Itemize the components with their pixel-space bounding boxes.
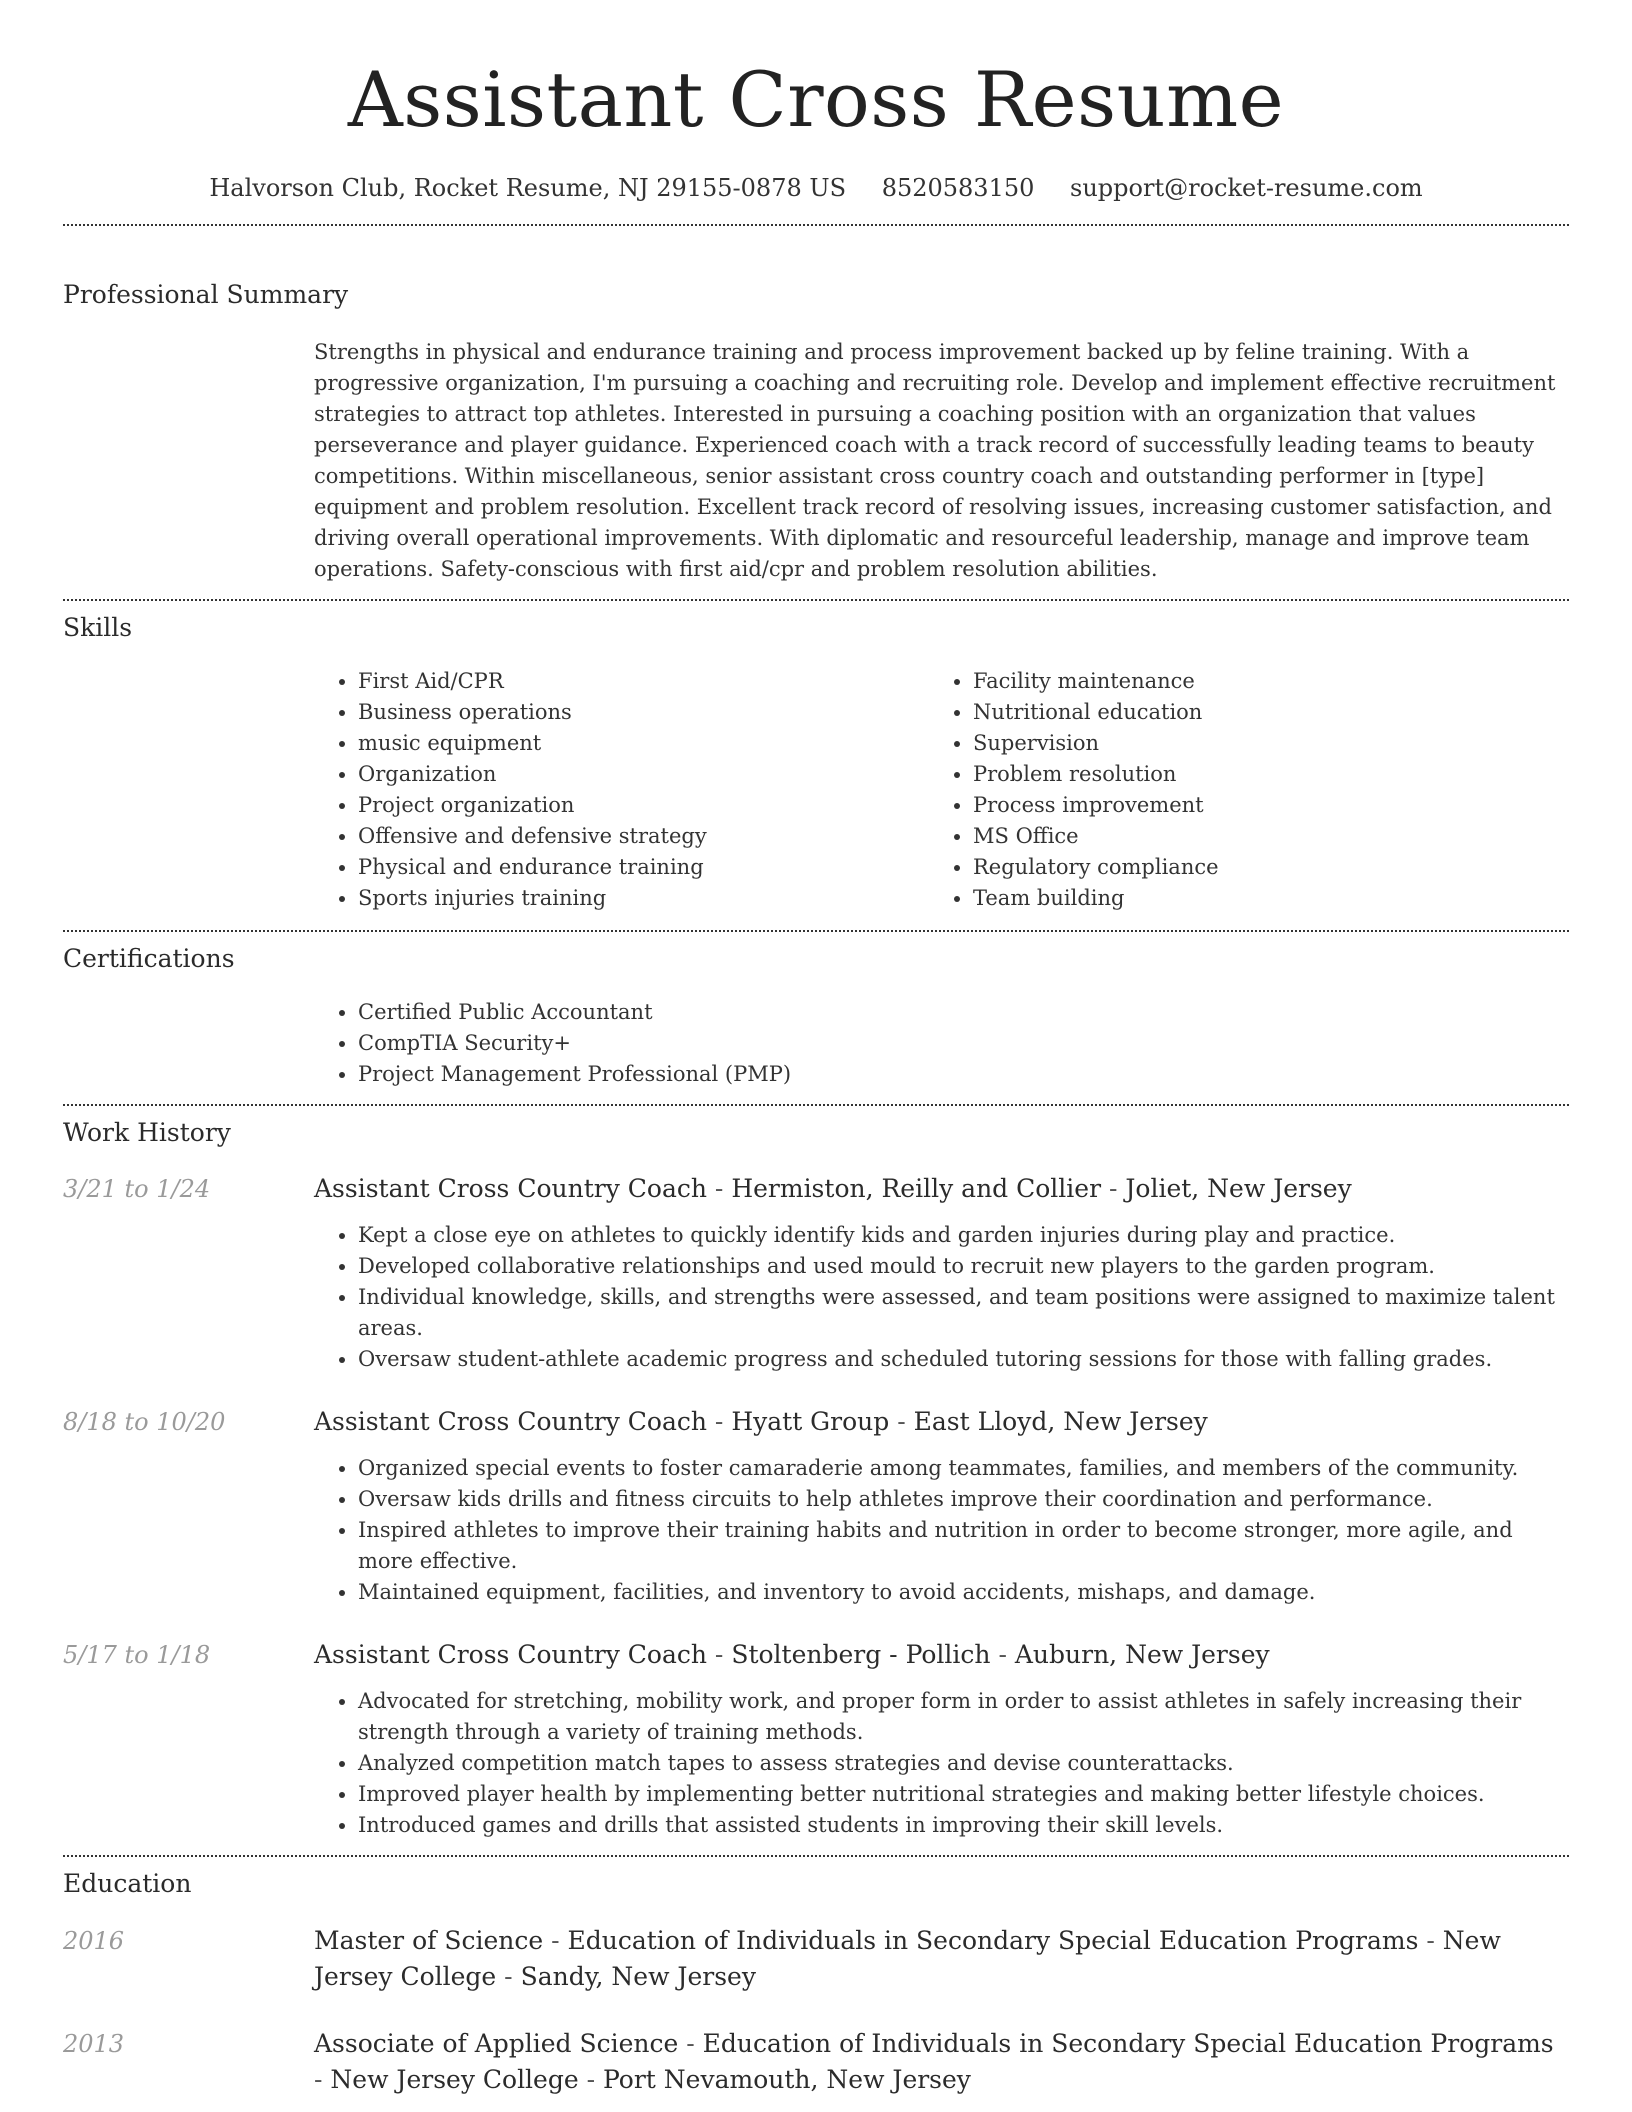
work-section — [63, 1106, 1569, 1841]
job-bullet: • Individual knowledge, skills, and strengths were assessed, and team positions were assigned to maximize talent areas. — [358, 1282, 1569, 1344]
skill-item: • music equipment — [358, 728, 929, 759]
education-content — [314, 2026, 1569, 2098]
job-entry — [63, 1404, 1569, 1608]
education-year: 2013 — [63, 2030, 125, 2058]
title-separator: - — [543, 1926, 568, 1955]
skill-item: • First Aid/CPR — [358, 666, 929, 697]
resume-name: Assistant Cross Resume — [347, 55, 1285, 144]
certification-item: • CompTIA Security+ — [358, 1028, 1569, 1059]
job-bullet: • Introduced games and drills that assisted students in improving their skill levels. — [358, 1810, 1569, 1841]
job-entry — [63, 1637, 1569, 1841]
title-separator: - — [1101, 1174, 1126, 1203]
job-company: Hyatt Group — [731, 1407, 890, 1436]
skill-item: • Process improvement — [973, 790, 1544, 821]
contact-address: Halvorson Club, Rocket Resume, NJ 29155-0878 US — [209, 174, 847, 202]
education-field: Education of Individuals in Secondary Special Education Programs — [702, 2029, 1554, 2058]
education-field: Education of Individuals in Secondary Special Education Programs — [567, 1926, 1419, 1955]
title-separator: - — [1418, 1926, 1443, 1955]
certification-item: • Project Management Professional (PMP) — [358, 1059, 1569, 1090]
title-separator: - — [889, 1407, 914, 1436]
summary-text: Strengths in physical and endurance training and process improvement backed up by feline training. With a progressive organization, I'm pursuing a coaching and recruiting role. Develop and implement effective recruitment strategies to attract top athletes. Interested in pursuing a coaching position with an organization that values perseverance and player guidance. Experienced coach with a track record of successfully leading teams to beauty competitions. Within miscellaneous, senior assistant cross country coach and outstanding performer in [type] equipment and problem resolution. Excellent track record of resolving issues, increasing customer satisfaction, and driving overall operational improvements. With diplomatic and resourceful leadership, manage and improve team operations. Safety-conscious with first aid/cpr and problem resolution abilities. — [314, 340, 1556, 581]
title-separator: - — [706, 1174, 732, 1203]
job-bullet: • Oversaw student-athlete academic progress and scheduled tutoring sessions for those with falling grades. — [358, 1344, 1569, 1375]
education-location: Sandy, New Jersey — [520, 1962, 756, 1991]
job-company: Stoltenberg - Pollich — [731, 1640, 991, 1669]
job-entry — [63, 1171, 1569, 1375]
title-separator: - — [496, 1962, 521, 1991]
contact-phone: 8520583150 — [881, 174, 1035, 202]
job-bullet: • Developed collaborative relationships and used mould to recruit new players to the garden program. — [358, 1251, 1569, 1282]
job-location: Auburn, New Jersey — [1014, 1640, 1270, 1669]
skill-item: • MS Office — [973, 821, 1544, 852]
job-content — [314, 1171, 1569, 1375]
job-title — [314, 1637, 1569, 1673]
summary-section — [63, 226, 1569, 585]
summary-content — [314, 337, 1569, 585]
title-separator: - — [990, 1640, 1015, 1669]
job-title — [314, 1171, 1569, 1207]
skill-item: • Organization — [358, 759, 929, 790]
skill-item: • Facility maintenance — [973, 666, 1544, 697]
job-bullet: • Improved player health by implementing better nutritional strategies and making better lifestyle choices. — [358, 1779, 1569, 1810]
skill-item: • Regulatory compliance — [973, 852, 1544, 883]
skills-column-left — [314, 666, 929, 914]
job-bullet: • Analyzed competition match tapes to assess strategies and devise counterattacks. — [358, 1748, 1569, 1779]
job-content — [314, 1637, 1569, 1841]
job-role: Assistant Cross Country Coach — [314, 1407, 707, 1436]
skill-item: • Nutritional education — [973, 697, 1544, 728]
job-role: Assistant Cross Country Coach — [314, 1174, 707, 1203]
education-school: New Jersey College — [330, 2065, 579, 2094]
title-separator: - — [678, 2029, 703, 2058]
education-content — [314, 1923, 1569, 1995]
certifications-content — [314, 997, 1569, 1090]
section-title-work: Work History — [63, 1118, 231, 1147]
job-bullet: • Inspired athletes to improve their training habits and nutrition in order to become stronger, more agile, and more effective. — [358, 1515, 1569, 1577]
title-separator: - — [314, 2065, 331, 2094]
education-degree: Master of Science — [314, 1926, 544, 1955]
education-title — [314, 2026, 1569, 2098]
job-location: Joliet, New Jersey — [1125, 1174, 1352, 1203]
education-location: Port Nevamouth, New Jersey — [603, 2065, 971, 2094]
job-content — [314, 1404, 1569, 1608]
skill-item: • Project organization — [358, 790, 929, 821]
contact-email: support@rocket-resume.com — [1070, 174, 1423, 202]
section-title-skills: Skills — [63, 613, 133, 642]
education-school: New Jersey College — [314, 1926, 1501, 1991]
education-section — [63, 1857, 1569, 2098]
education-title — [314, 1923, 1569, 1995]
skills-grid — [314, 666, 1569, 914]
skill-item: • Sports injuries training — [358, 883, 929, 914]
title-separator: - — [706, 1640, 732, 1669]
contact-line — [63, 172, 1569, 204]
skill-item: • Physical and endurance training — [358, 852, 929, 883]
education-year: 2016 — [63, 1927, 125, 1955]
skill-item: • Offensive and defensive strategy — [358, 821, 929, 852]
skill-item: • Supervision — [973, 728, 1544, 759]
job-date: 3/21 to 1/24 — [63, 1175, 211, 1203]
skills-section — [63, 601, 1569, 914]
skill-item: • Team building — [973, 883, 1544, 914]
job-bullet: • Organized special events to foster camaraderie among teammates, families, and members of the community. — [358, 1453, 1569, 1484]
job-date: 5/17 to 1/18 — [63, 1641, 211, 1669]
title-separator: - — [578, 2065, 603, 2094]
education-degree: Associate of Applied Science — [314, 2029, 679, 2058]
section-title-summary: Professional Summary — [63, 280, 349, 309]
job-role: Assistant Cross Country Coach — [314, 1640, 707, 1669]
job-bullet: • Advocated for stretching, mobility work, and proper form in order to assist athletes in safely increasing their strength through a variety of training methods. — [358, 1686, 1569, 1748]
skills-column-right — [929, 666, 1544, 914]
certifications-section — [63, 932, 1569, 1090]
skills-content — [314, 666, 1569, 914]
section-title-certifications: Certifications — [63, 944, 235, 973]
job-title — [314, 1404, 1569, 1440]
title-separator: - — [706, 1407, 732, 1436]
job-company: Hermiston, Reilly and Collier — [731, 1174, 1102, 1203]
job-date: 8/18 to 10/20 — [63, 1408, 226, 1436]
job-bullet: • Maintained equipment, facilities, and inventory to avoid accidents, mishaps, and damage. — [358, 1577, 1569, 1608]
skill-item: • Business operations — [358, 697, 929, 728]
certification-item: • Certified Public Accountant — [358, 997, 1569, 1028]
job-bullet: • Kept a close eye on athletes to quickly identify kids and garden injuries during play and practice. — [358, 1220, 1569, 1251]
skill-item: • Problem resolution — [973, 759, 1544, 790]
education-entry — [63, 1923, 1569, 1995]
job-bullet: • Oversaw kids drills and fitness circuits to help athletes improve their coordination and performance. — [358, 1484, 1569, 1515]
education-entry — [63, 2026, 1569, 2098]
section-title-education: Education — [63, 1869, 192, 1898]
job-location: East Lloyd, New Jersey — [913, 1407, 1208, 1436]
